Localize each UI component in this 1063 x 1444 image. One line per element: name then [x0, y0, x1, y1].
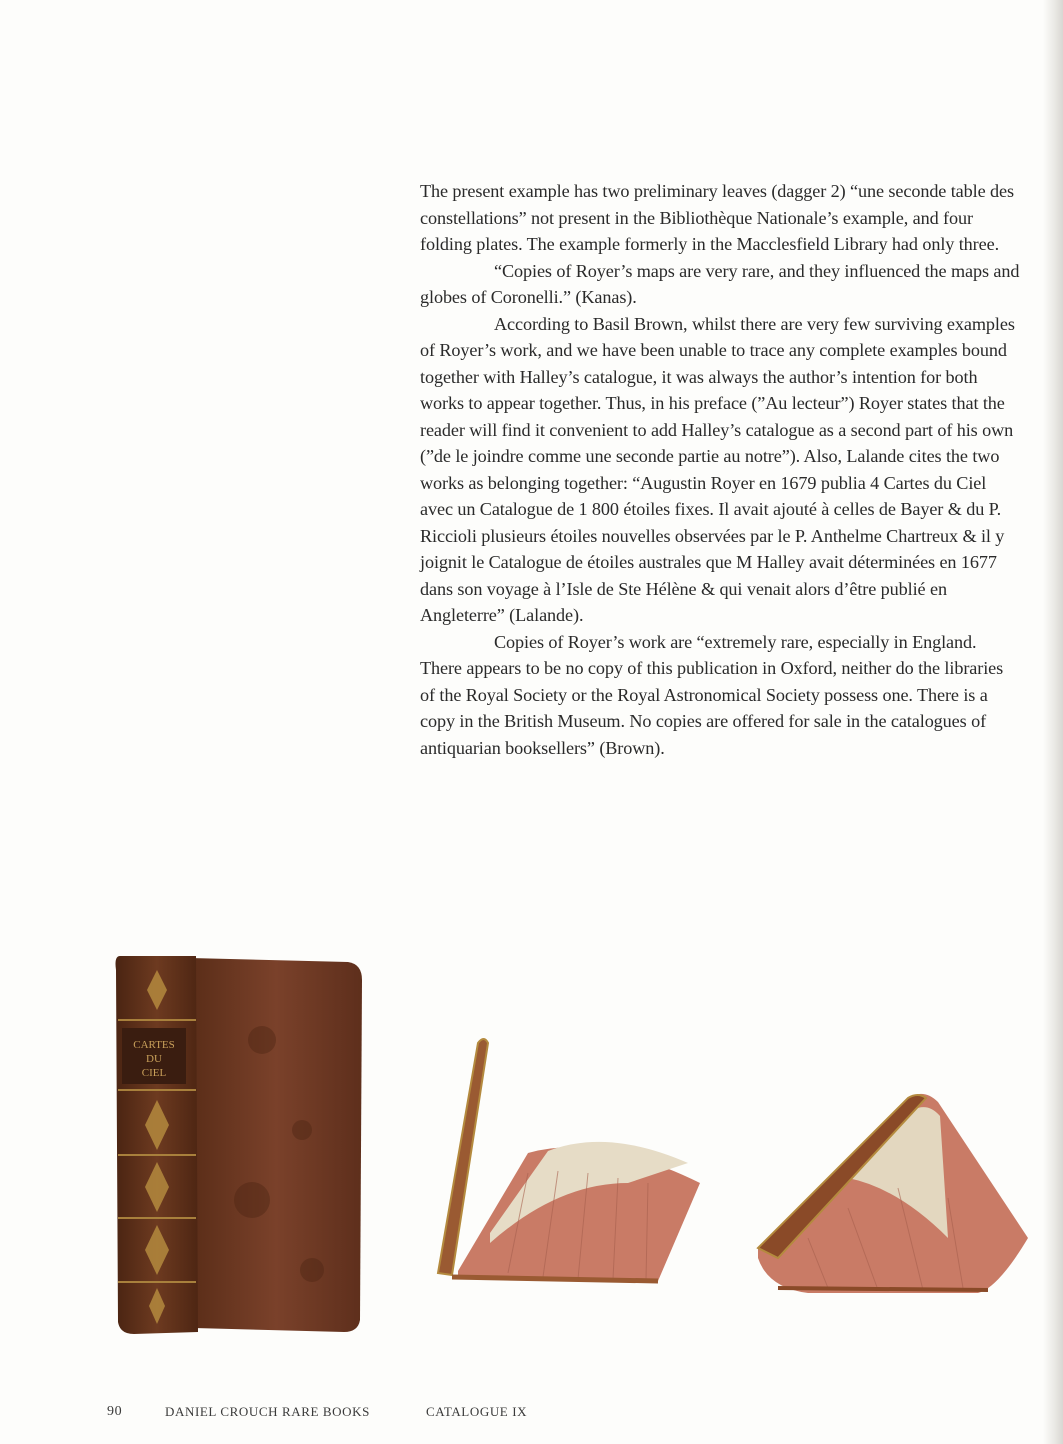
paragraph-4: Copies of Royer’s work are “extremely rare, especially in England. There appears to be no copy of this publication in Oxford, neither do the libraries of the Royal Society or the Royal Astronomical Society possess one. There is a copy in the British Museum. No copies are offered for sale in the catalogues of antiquarian booksellers” (Brown).: [420, 631, 1004, 758]
catalogue-title: CATALOGUE IX: [426, 1404, 528, 1419]
paragraph-2: “Copies of Royer’s maps are very rare, and they influenced the maps and globes of Coronelli.” (Kanas).: [420, 260, 1020, 307]
book-spine-photo: [112, 950, 367, 1335]
spine-label-line-3: CIEL: [141, 1067, 167, 1079]
book-open-photo: [418, 1033, 703, 1285]
publisher-name: DANIEL CROUCH RARE BOOKS: [165, 1404, 370, 1419]
paragraph-1: The present example has two preliminary leaves (dagger 2) “une seconde table des constellations” not present in the Bibliothèque Nationale’s example, and four folding plates. The example formerly in the Macclesfield Library had only three.: [420, 181, 1014, 254]
page-edge-shadow: [1043, 0, 1063, 1444]
body-text: [420, 178, 1020, 761]
spine-label-line-2: DU: [146, 1053, 162, 1065]
paragraph-3: According to Basil Brown, whilst there are very few surviving examples of Royer’s work, and we have been unable to trace any complete examples bound together with Halley’s catalogue, it was always the author’s intention for both works to appear together. Thus, in his preface (”Au lecteur”) Royer states that the reader will find it convenient to add Halley’s catalogue as a second part of his own (”de le joindre comme une seconde partie au notre”). Also, Lalande cites the two works as belonging together: “Augustin Royer en 1679 publia 4 Cartes du Ciel avec un Catalogue de 1 800 étoiles fixes. Il avait ajouté à celles de Bayer & du P. Riccioli plusieurs étoiles nouvelles observées par le P. Anthelme Chartreux & il y joignit le Catalogue de étoiles australes que M Halley avait déterminées en 1677 dans son voyage à l’Isle de Ste Hélène & qui venait alors d’être publié en Angleterre” (Lalande).: [420, 313, 1015, 625]
page-number: 90: [107, 1404, 123, 1419]
spine-label-line-1: CARTES: [133, 1039, 175, 1051]
book-fore-edge-photo: [748, 1088, 1030, 1293]
